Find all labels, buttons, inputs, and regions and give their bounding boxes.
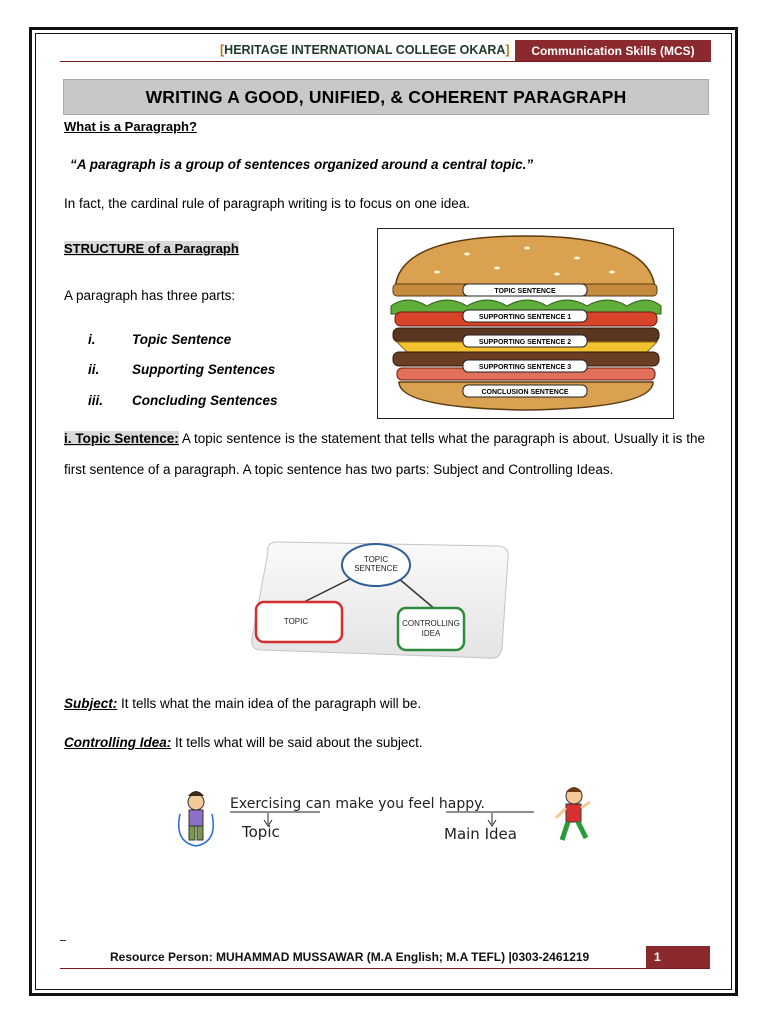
list-num-3: iii.: [88, 393, 104, 408]
subject-text: It tells what the main idea of the paragraph will be.: [117, 696, 422, 711]
page-number: 1: [646, 946, 710, 968]
controlling-label: Controlling Idea:: [64, 735, 172, 750]
controlling-text: It tells what will be said about the subject.: [171, 735, 423, 750]
example-idea-word: feel happy: [408, 796, 481, 812]
footer-dash: [60, 940, 66, 941]
resource-person: Resource Person: MUHAMMAD MUSSAWAR (M.A English; M.A TEFL) |0303-2461219: [110, 950, 590, 964]
definition-quote: “A paragraph is a group of sentences organized around a central topic.”: [70, 157, 534, 172]
cardinal-rule-text: In fact, the cardinal rule of paragraph writing is to focus on one idea.: [64, 196, 470, 211]
footer-rule: [60, 968, 710, 969]
list-item-supporting: Supporting Sentences: [132, 362, 276, 377]
topic-sentence-text: A topic sentence is the statement that tells what the paragraph is about. Usually it is the first sentence of a paragraph. A topic sentence has two parts: Subject and Controlling Ideas.: [64, 431, 705, 477]
burger-label-support-1: SUPPORTING SENTENCE 1: [478, 314, 572, 321]
course-label: Communication Skills (MCS): [531, 44, 695, 58]
example-middle: can make you: [301, 796, 409, 812]
page-title: WRITING A GOOD, UNIFIED, & COHERENT PARAGRAPH: [145, 86, 627, 107]
bracket-open: [: [220, 43, 225, 57]
list-num-1: i.: [88, 332, 96, 347]
svg-text:Exercising can make you feel h: [230, 796, 485, 812]
kid-running-icon: [556, 787, 590, 840]
list-item-concluding: Concluding Sentences: [132, 393, 278, 408]
burger-label-conclusion: CONCLUSION SENTENCE: [481, 389, 569, 396]
burger-illustration: [377, 228, 674, 419]
burger-label-topic: TOPIC SENTENCE: [494, 288, 556, 295]
list-item-topic: Topic Sentence: [132, 332, 232, 347]
burger-label-support-2: SUPPORTING SENTENCE 2: [478, 339, 572, 346]
example-end: .: [480, 796, 485, 812]
question-heading: What is a Paragraph?: [64, 119, 197, 134]
burger-label-support-3: SUPPORTING SENTENCE 3: [478, 364, 572, 371]
topic-sentence-label: i. Topic Sentence:: [64, 431, 179, 446]
controlling-line: [64, 735, 423, 750]
page-title-box: [63, 79, 709, 115]
diagram-topic-node: TOPIC: [283, 617, 309, 626]
example-main-idea-label: Main Idea: [444, 825, 517, 843]
course-badge: [515, 40, 711, 62]
topic-sentence-diagram: [248, 538, 512, 660]
example-topic-word: Exercising: [230, 796, 302, 812]
subject-label: Subject:: [64, 696, 118, 711]
diagram-top-node: TOPIC SENTENCE: [354, 555, 398, 573]
example-illustration: [170, 780, 602, 850]
header-rule: [60, 61, 708, 62]
subject-line: [64, 696, 421, 711]
bracket-close: ]: [505, 43, 510, 57]
diagram-controlling-node: CONTROLLING IDEA: [402, 619, 460, 638]
college-label: HERITAGE INTERNATIONAL COLLEGE OKARA: [224, 43, 506, 57]
college-name: [220, 43, 510, 57]
topic-sentence-paragraph: [64, 424, 705, 485]
structure-intro: A paragraph has three parts:: [64, 288, 236, 303]
example-topic-label: Topic: [242, 823, 280, 841]
kid-jump-rope-icon: [179, 791, 214, 846]
structure-heading: STRUCTURE of a Paragraph: [64, 241, 239, 256]
list-num-2: ii.: [88, 362, 100, 377]
